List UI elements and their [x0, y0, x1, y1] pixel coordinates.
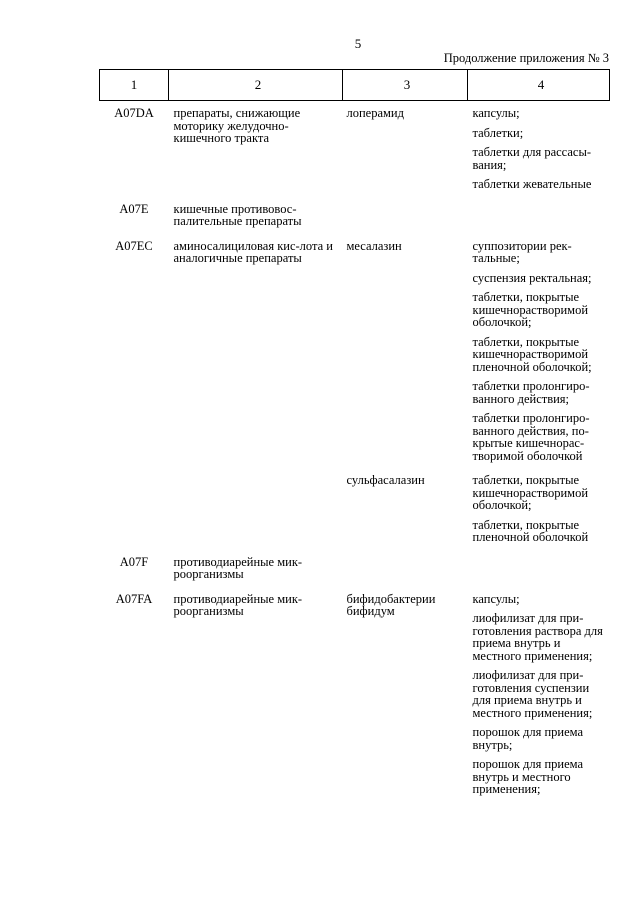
group-cell	[169, 462, 343, 544]
table-header-row	[100, 70, 610, 101]
dosage-forms-cell	[468, 462, 610, 544]
group-cell: препараты, снижающие моторику желудочно-кишечного тракта	[173, 106, 301, 145]
atc-code-cell: A07E	[119, 201, 149, 216]
dosage-form-item: лиофилизат для при-готовления суспензии для приема внутрь и местного применения;	[472, 668, 593, 720]
table-row	[100, 191, 610, 228]
dosage-forms-cell	[468, 581, 610, 796]
dosage-form-item: суппозитории рек-тальные;	[472, 238, 572, 265]
substance-cell: сульфасалазин	[346, 473, 425, 487]
dosage-form-item: лиофилизат для при-готовления раствора для приема внутрь и местного применения;	[472, 611, 603, 663]
dosage-forms-cell	[468, 191, 610, 228]
table-row	[100, 544, 610, 581]
table-row	[100, 581, 610, 796]
dosage-form-item: таблетки пролонгиро-ванного действия;	[472, 379, 590, 406]
table-row	[100, 101, 610, 191]
group-cell: аминосалициловая кис-лота и аналогичные препараты	[173, 238, 333, 265]
dosage-forms-cell	[468, 228, 610, 463]
table-row	[100, 462, 610, 544]
atc-code-cell: A07EC	[115, 238, 153, 253]
dosage-form-item: таблетки жевательные	[472, 177, 592, 191]
dosage-form-item: порошок для приема внутрь и местного применения;	[472, 757, 584, 796]
atc-code-cell	[100, 462, 169, 544]
dosage-form-item: таблетки, покрытые пленочной оболочкой	[472, 517, 589, 544]
group-cell: противодиарейные мик-роорганизмы	[173, 554, 303, 581]
page-number: 5	[354, 36, 362, 51]
table-body	[100, 101, 610, 796]
dosage-form-item: таблетки;	[472, 125, 524, 140]
atc-code-cell: A07FA	[115, 591, 153, 606]
substance-cell	[343, 544, 468, 581]
dosage-form-item: таблетки, покрытые кишечнорастворимой оболочкой;	[472, 473, 589, 512]
substance-cell	[343, 191, 468, 228]
substance-cell: месалазин	[346, 238, 402, 253]
dosage-form-item: таблетки, покрытые кишечнорастворимой пленочной оболочкой;	[472, 334, 592, 374]
dosage-forms-cell	[468, 101, 610, 191]
drug-table	[99, 69, 610, 796]
column-header-1: 1	[100, 70, 169, 101]
dosage-form-item: таблетки пролонгиро-ванного действия, по-крытые кишечнорас-творимой оболочкой	[472, 411, 590, 463]
dosage-form-item: суспензия ректальная;	[472, 270, 592, 285]
dosage-form-item: таблетки для рассасы-вания;	[472, 145, 592, 172]
column-header-2: 2	[169, 70, 343, 101]
column-header-4: 4	[468, 70, 610, 101]
dosage-form-item: таблетки, покрытые кишечнорастворимой оболочкой;	[472, 290, 589, 329]
dosage-form-item: капсулы;	[472, 591, 520, 606]
column-header-3: 3	[343, 70, 468, 101]
dosage-form-item: порошок для приема внутрь;	[472, 725, 584, 752]
substance-cell: бифидобактерии бифидум	[346, 591, 436, 618]
atc-code-cell: A07DA	[114, 106, 154, 120]
dosage-forms-cell	[468, 544, 610, 581]
group-cell: кишечные противовос-палительные препараты	[173, 201, 302, 228]
continuation-label: Продолжение приложения № 3	[443, 51, 609, 65]
substance-cell: лоперамид	[346, 106, 404, 120]
dosage-form-item: капсулы;	[472, 106, 520, 120]
atc-code-cell: A07F	[119, 554, 149, 569]
group-cell: противодиарейные мик-роорганизмы	[173, 591, 303, 618]
table-row	[100, 228, 610, 463]
